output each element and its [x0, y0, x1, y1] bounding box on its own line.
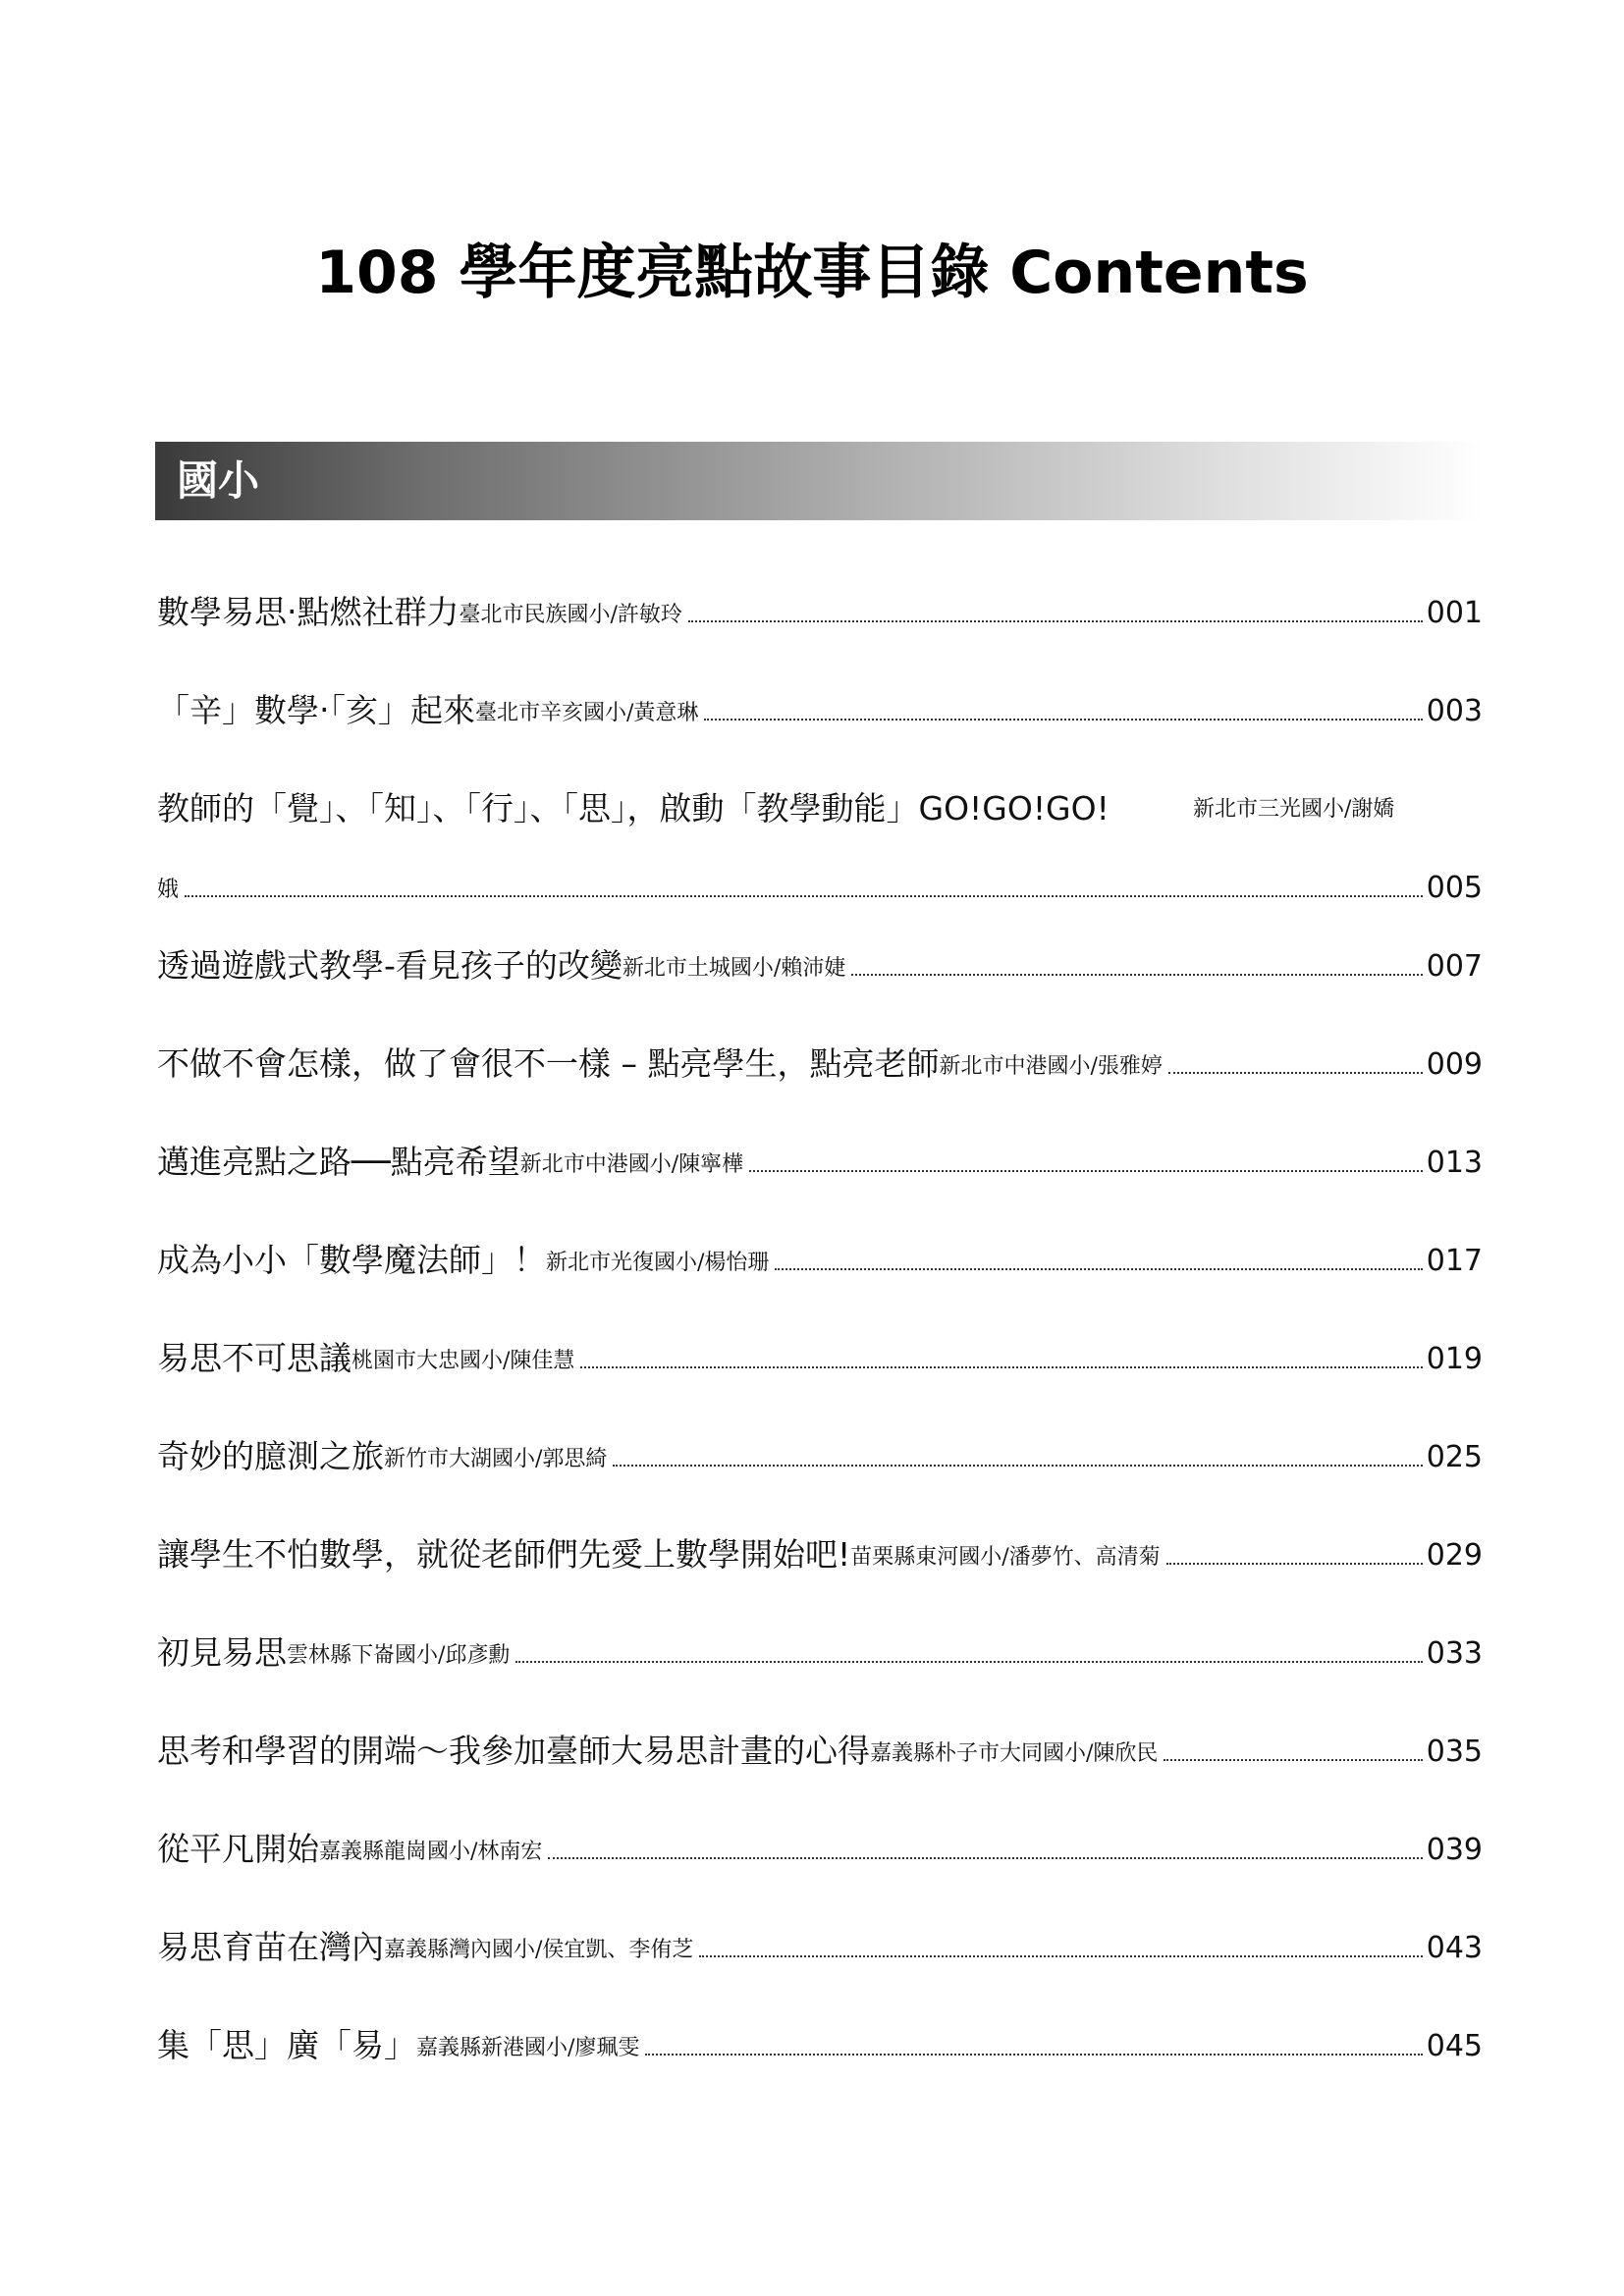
dot-leader	[1168, 1072, 1423, 1074]
toc-entry[interactable]	[157, 1414, 1483, 1475]
toc-entry[interactable]	[157, 1806, 1483, 1868]
entry-page: 045	[1426, 2029, 1483, 2063]
entry-author: 新北市中港國小/張雅婷	[939, 1054, 1163, 1079]
entry-author: 嘉義縣朴子市大同國小/陳欣民	[870, 1741, 1159, 1766]
entry-title: 集「思」廣「易」	[157, 2026, 416, 2064]
entry-author: 桃園市大忠國小/陳佳慧	[352, 1349, 575, 1373]
entry-page: 025	[1426, 1440, 1483, 1474]
entry-author: 嘉義縣灣內國小/侯宜凱、李侑芝	[384, 1938, 694, 1962]
dot-leader	[580, 1366, 1422, 1368]
entry-title: 易思不可思議	[157, 1339, 352, 1377]
entry-author: 嘉義縣龍崗國小/林南宏	[319, 1840, 543, 1864]
entry-author: 臺北市民族國小/許敏玲	[459, 603, 682, 627]
entry-page: 043	[1426, 1931, 1483, 1965]
entry-author-continued: 娥	[157, 878, 180, 902]
entry-page: 033	[1426, 1636, 1483, 1671]
toc-entry[interactable]	[157, 1119, 1483, 1181]
entry-author: 新北市土城國小/賴沛婕	[622, 956, 846, 981]
entry-author: 新北市三光國小/謝嬌	[1193, 797, 1395, 822]
dot-leader	[515, 1661, 1422, 1663]
toc-entry[interactable]	[157, 667, 1483, 729]
dot-leader	[645, 2054, 1422, 2056]
entry-title: 初見易思	[157, 1633, 287, 1672]
toc-entry[interactable]	[157, 1610, 1483, 1672]
dot-leader	[775, 1268, 1422, 1270]
entry-title: 成為小小「數學魔法師」！	[157, 1241, 546, 1279]
entry-page: 039	[1426, 1833, 1483, 1867]
entry-title: 易思育苗在灣內	[157, 1928, 384, 1966]
toc-entry[interactable]	[157, 1708, 1483, 1770]
toc-entry[interactable]	[157, 923, 1483, 985]
toc-entry-first-line[interactable]	[157, 766, 1483, 828]
entry-page: 035	[1426, 1735, 1483, 1769]
toc-entry[interactable]	[157, 569, 1483, 631]
entry-page: 001	[1426, 596, 1483, 630]
entry-page: 009	[1426, 1047, 1483, 1082]
entry-page: 007	[1426, 949, 1483, 984]
entry-page: 019	[1426, 1342, 1483, 1376]
entry-title: 教師的「覺」、「知」、「行」、「思」，啟動「教學動能」GO!GO!GO!	[157, 789, 1110, 828]
toc-entry[interactable]	[157, 1217, 1483, 1279]
dot-leader	[1166, 1563, 1423, 1565]
entry-title: 數學易思‧點燃社群力	[157, 593, 460, 631]
page-title: 108 學年度亮點故事目錄 Contents	[315, 239, 1309, 307]
entry-title: 從平凡開始	[157, 1830, 319, 1868]
dot-leader	[613, 1465, 1422, 1467]
entry-title: 奇妙的臆測之旅	[157, 1437, 384, 1475]
entry-page: 017	[1426, 1244, 1483, 1278]
dot-leader	[1164, 1759, 1422, 1761]
entry-author: 臺北市辛亥國小/黃意琳	[475, 701, 699, 725]
entry-author: 新竹市大湖國小/郭思綺	[384, 1447, 608, 1471]
section-header-bar	[155, 442, 1485, 520]
toc-entry[interactable]	[157, 1315, 1483, 1377]
entry-title: 思考和學習的開端～我參加臺師大易思計畫的心得	[157, 1732, 870, 1770]
toc-entry[interactable]	[157, 2002, 1483, 2064]
toc-entry[interactable]	[157, 1512, 1483, 1574]
entry-page: 013	[1426, 1146, 1483, 1180]
section-label: 國小	[177, 456, 260, 505]
entry-title: 透過遊戲式教學-看見孩子的改變	[157, 946, 623, 985]
entry-author: 苗栗縣東河國小/潘夢竹、高清菊	[850, 1545, 1161, 1570]
dot-leader	[688, 620, 1423, 622]
entry-page: 003	[1426, 694, 1483, 728]
entry-title: 不做不會怎樣，做了會很不一樣 – 點亮學生，點亮老師	[157, 1044, 940, 1083]
dot-leader	[704, 719, 1422, 721]
toc-entry-second-line[interactable]	[157, 844, 1483, 903]
entry-author: 新北市光復國小/楊怡珊	[546, 1251, 770, 1275]
toc-entry[interactable]	[157, 1021, 1483, 1083]
entry-title: 「辛」數學‧「亥」起來	[157, 691, 475, 729]
entry-author: 雲林縣下崙國小/邱彥勳	[287, 1643, 511, 1668]
entry-page: 005	[1426, 871, 1483, 905]
entry-author: 嘉義縣新港國小/廖珮雯	[416, 2036, 640, 2060]
toc-entry[interactable]	[157, 1904, 1483, 1966]
dot-leader	[749, 1170, 1423, 1172]
entry-title: 讓學生不怕數學，就從老師們先愛上數學開始吧!	[157, 1535, 851, 1574]
dot-leader	[548, 1857, 1422, 1859]
entry-title: 邁進亮點之路──點亮希望	[157, 1143, 520, 1181]
dot-leader	[851, 974, 1422, 976]
dot-leader	[185, 895, 1423, 897]
entry-page: 029	[1426, 1538, 1483, 1573]
dot-leader	[699, 1955, 1422, 1957]
entry-author: 新北市中港國小/陳寧樺	[519, 1152, 744, 1177]
